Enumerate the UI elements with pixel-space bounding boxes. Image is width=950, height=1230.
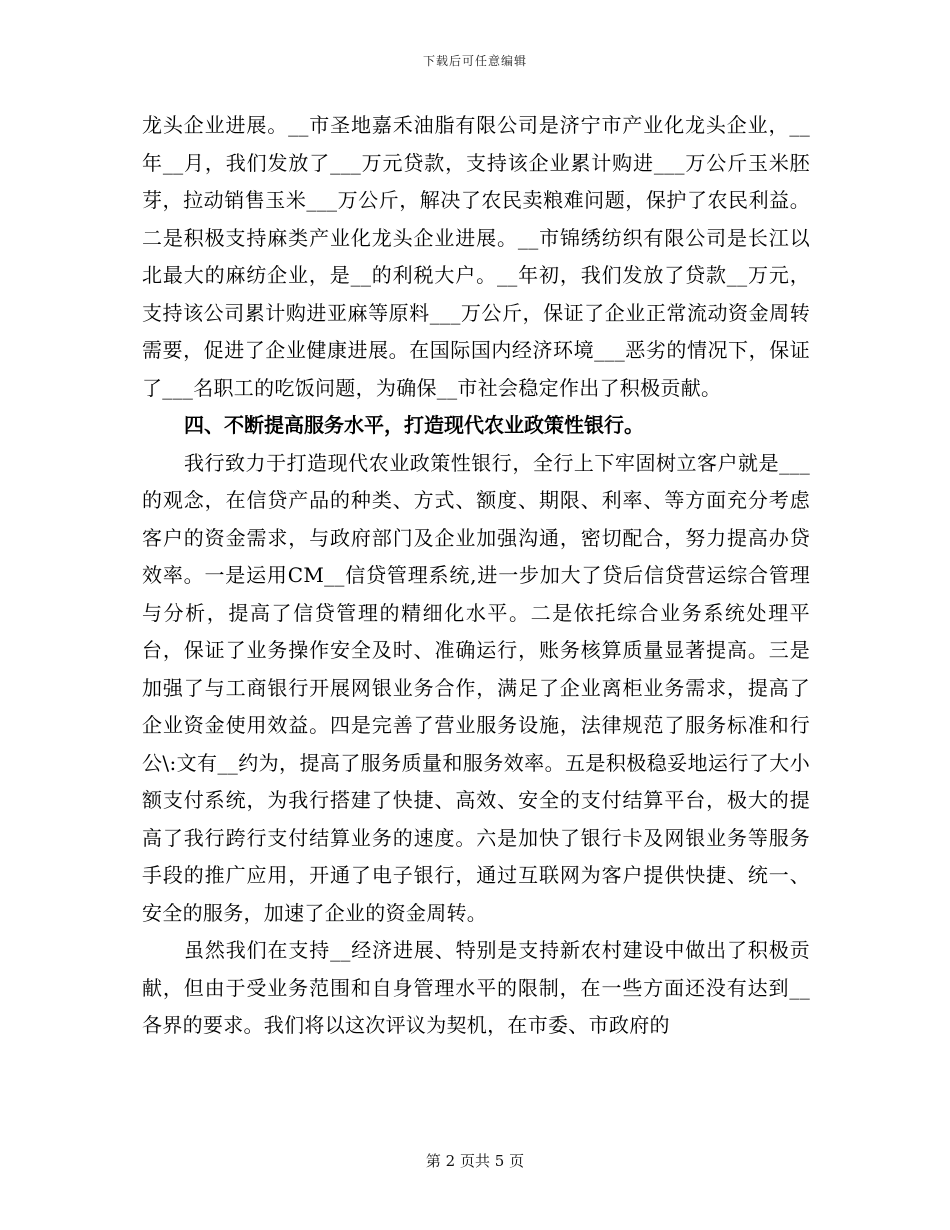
- document-body: [142, 107, 810, 1045]
- paragraph-continued: 龙头企业进展。__市圣地嘉禾油脂有限公司是济宁市产业化龙头企业，__年__月，我们发放了___万元贷款，支持该企业累计购进___万公斤玉米胚芽，拉动销售玉米___万公斤，解决了农民卖粮难问题，保护了农民利益。二是积极支持麻类产业化龙头企业进展。__市锦绣纺织有限公司是长江以北最大的麻纺企业，是__的利税大户。__年初，我们发放了贷款__万元，支持该公司累计购进亚麻等原料___万公斤，保证了企业正常流动资金周转需要，促进了企业健康进展。在国际国内经济环境___恶劣的情况下，保证了___名职工的吃饭问题，为确保__市社会稳定作出了积极贡献。: [142, 113, 810, 400]
- page-number: 第 2 页共 5 页: [425, 1152, 525, 1170]
- paragraph-conclusion: 虽然我们在支持__经济进展、特别是支持新农村建设中做出了积极贡献，但由于受业务范围和自身管理水平的限制，在一些方面还没有达到__各界的要求。我们将以这次评议为契机，在市委、市政府的: [142, 938, 810, 1037]
- page-header: 下载后可任意编辑: [422, 54, 527, 68]
- section-heading: 四、不断提高服务水平，打造现代农业政策性银行。: [184, 413, 644, 437]
- paragraph-service: 我行致力于打造现代农业政策性银行，全行上下牢固树立客户就是___的观念，在信贷产品的种类、方式、额度、期限、利率、等方面充分考虑客户的资金需求，与政府部门及企业加强沟通，密切配合，努力提高办贷效率。一是运用CM__信贷管理系统,进一步加大了贷后信贷营运综合管理与分析，提高了信贷管理的精细化水平。二是依托综合业务系统处理平台，保证了业务操作安全及时、准确运行，账务核算质量显著提高。三是加强了与工商银行开展网银业务合作，满足了企业离柜业务需求，提高了企业资金使用效益。四是完善了营业服务设施，法律规范了服务标准和行公\:文有__约为，提高了服务质量和服务效率。五是积极稳妥地运行了大小额支付系统，为我行搭建了快捷、高效、安全的支付结算平台，极大的提高了我行跨行支付结算业务的速度。六是加快了银行卡及网银业务等服务手段的推广应用，开通了电子银行，通过互联网为客户提供快捷、统一、安全的服务，加速了企业的资金周转。: [142, 450, 810, 925]
